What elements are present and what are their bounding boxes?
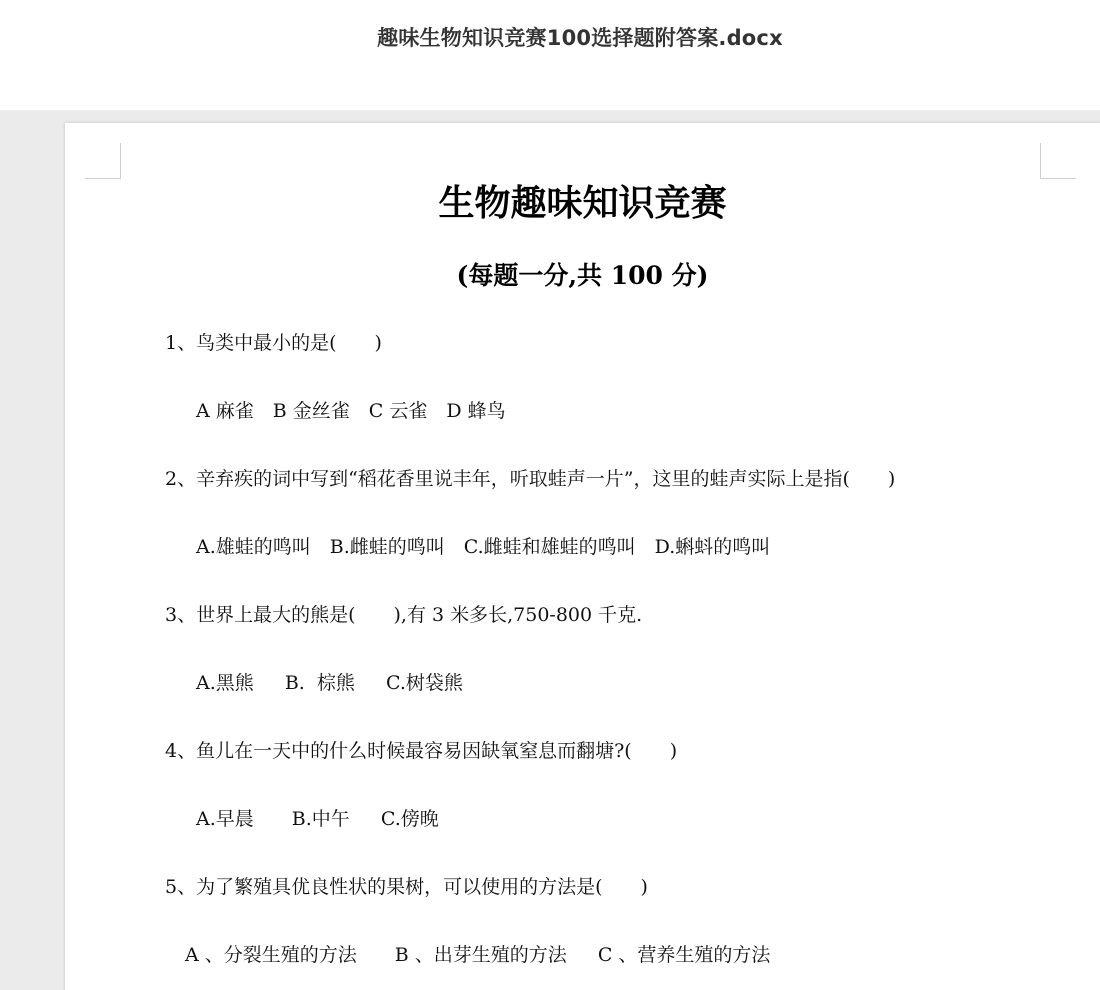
document-viewer[interactable] <box>0 110 1100 990</box>
question-1: 1、鸟类中最小的是( ) <box>165 332 382 354</box>
question-5: 5、为了繁殖具优良性状的果树，可以使用的方法是( ) <box>165 876 648 898</box>
question-2: 2、辛弃疾的词中写到“稻花香里说丰年，听取蛙声一片”，这里的蛙声实际上是指( ) <box>165 468 896 490</box>
margin-corner-mark-top-right <box>1040 143 1076 179</box>
document-title: 生物趣味知识竞赛 <box>438 183 727 224</box>
question-3: 3、世界上最大的熊是( ),有 3 米多长,750-800 千克. <box>165 604 643 626</box>
file-name-title: 趣味生物知识竞赛100选择题附答案.docx <box>377 26 783 50</box>
question-3-options: A.黑熊 B. 棕熊 C.树袋熊 <box>196 672 463 694</box>
question-2-options: A.雄蛙的鸣叫 B.雌蛙的鸣叫 C.雌蛙和雄蛙的鸣叫 D.蝌蚪的鸣叫 <box>196 536 771 558</box>
question-5-options: A 、分裂生殖的方法 B 、出芽生殖的方法 C 、营养生殖的方法 <box>185 944 771 966</box>
document-page <box>65 123 1100 990</box>
document-subtitle: (每题一分,共 100 分) <box>456 261 709 290</box>
title-bar <box>0 0 1100 110</box>
question-4-options: A.早晨 B.中午 C.傍晚 <box>196 808 439 830</box>
question-1-options: A 麻雀 B 金丝雀 C 云雀 D 蜂鸟 <box>196 400 506 422</box>
question-4: 4、鱼儿在一天中的什么时候最容易因缺氧窒息而翻塘?( ) <box>165 740 678 762</box>
margin-corner-mark-top-left <box>85 143 121 179</box>
